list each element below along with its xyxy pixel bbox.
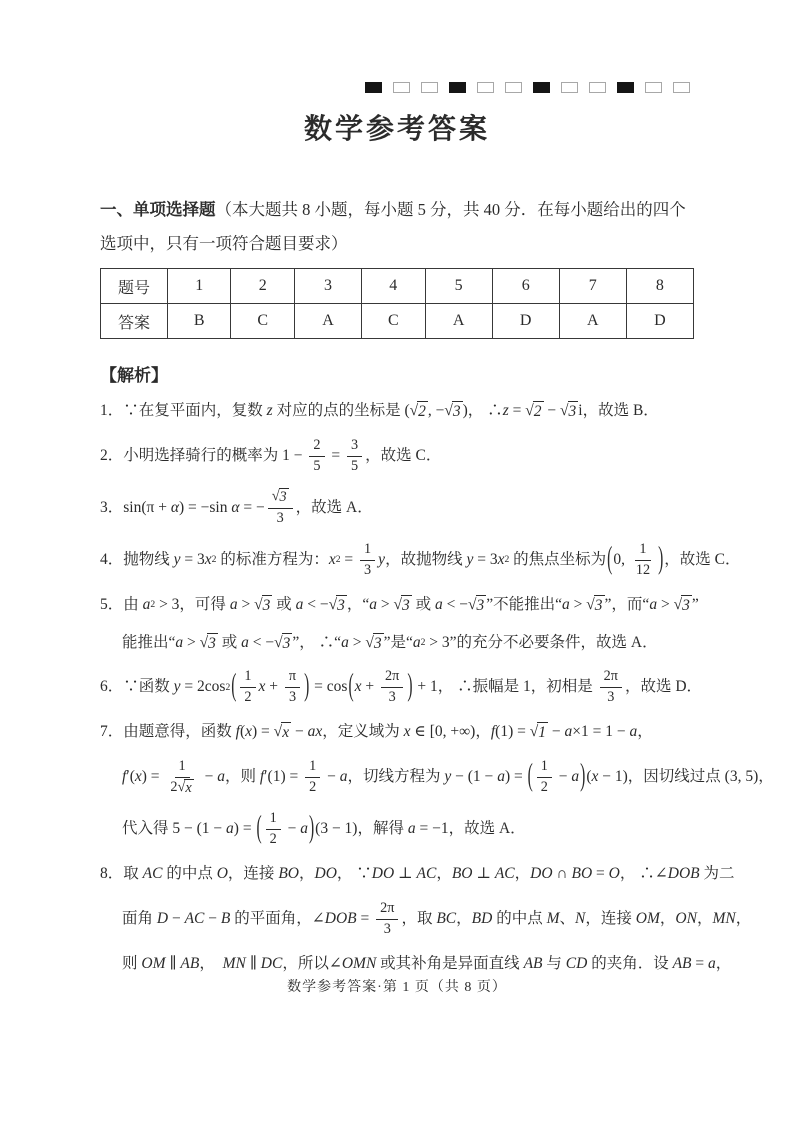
- big-parentheses: ( $\frac{1}{2}$ − a ): [256, 810, 315, 848]
- question-number: 6: [492, 269, 559, 304]
- answer-cell: A: [425, 304, 492, 339]
- answer-cell: C: [231, 304, 294, 339]
- text-run: ，: [637, 723, 653, 741]
- math-variable: DO: [530, 865, 553, 883]
- text-run: 6．∵函数: [100, 678, 174, 696]
- text-run: 则: [122, 954, 142, 972]
- text-run: )， ∴: [462, 402, 503, 419]
- text-run: −: [204, 909, 221, 927]
- analysis-item-7: [100, 720, 774, 849]
- fraction: $\frac{1}{3}$: [360, 541, 375, 580]
- text-run: ，切线方程为: [347, 768, 445, 786]
- math-variable: a: [708, 954, 716, 972]
- analysis-line: [100, 757, 774, 798]
- text-run: = −: [239, 498, 265, 516]
- text-run: ) =: [252, 723, 274, 741]
- text-run: ，故抛物线: [385, 551, 467, 569]
- text-run: ，故选 C．: [664, 551, 741, 569]
- registration-marks: [100, 82, 690, 93]
- math-variable: a: [564, 723, 573, 741]
- fraction: $\frac{1}{12}$: [635, 541, 651, 578]
- analysis-heading: 【解析】: [100, 366, 168, 385]
- sqrt-expression: √ 3: [673, 595, 690, 614]
- text-run: 面角: [122, 909, 157, 927]
- text-run: ，: [298, 865, 315, 883]
- text-run: ”不能推出“: [486, 595, 563, 613]
- text-run: 的夹角．设: [587, 954, 673, 972]
- decor-square-filled: [533, 82, 550, 93]
- text-run: ，: [735, 909, 752, 927]
- math-variable: O: [608, 865, 620, 883]
- text-run: ′(: [126, 768, 135, 786]
- text-run: ，所以∠: [282, 954, 342, 972]
- question-number: 7: [559, 269, 626, 304]
- decor-square-empty: [393, 82, 410, 93]
- text-run: − (1 −: [451, 768, 498, 786]
- question-number: 5: [425, 269, 492, 304]
- text-run: =: [691, 954, 709, 972]
- math-variable: y: [173, 551, 181, 569]
- text-run: −: [543, 402, 560, 419]
- math-variable: f: [122, 768, 127, 786]
- analysis-line: [100, 952, 732, 977]
- math-variable: N: [575, 909, 586, 927]
- math-variable: AC: [494, 865, 515, 883]
- text-run: −: [200, 768, 218, 786]
- analysis-line: 能推出“ a > √ 3 或 a < − √ 3 ”， ∴“ a > √ 3 ”是“ a 2 > 3”的充分不必要条件，故选 A．: [100, 631, 694, 656]
- sqrt-expression: √ 3: [365, 633, 382, 652]
- text-run: ，故选 A．: [295, 498, 373, 516]
- math-variable: z: [266, 402, 273, 419]
- text-run: −: [168, 909, 185, 927]
- math-variable: OM: [141, 954, 166, 972]
- page-footer: 数学参考答案·第 1 页（共 8 页）: [287, 980, 507, 995]
- text-run: −: [554, 768, 572, 786]
- text-run: ∥: [165, 954, 181, 972]
- fraction: $\frac{1}{2}$: [266, 810, 281, 849]
- text-run: −: [548, 723, 565, 741]
- math-variable: a: [300, 820, 308, 838]
- text-run: 7．由题意得，函数: [100, 723, 236, 741]
- text-run: ， ∴∠: [619, 865, 668, 883]
- text-run: ”是“: [383, 633, 413, 651]
- decor-square-empty: [589, 82, 606, 93]
- math-variable: CD: [565, 954, 588, 972]
- fraction: $\frac{2\pi}{3}$: [376, 900, 398, 939]
- answer-cell: C: [362, 304, 425, 339]
- analysis-line: 4．抛物线 y = 3 x 2 的标准方程为： x 2 = $\frac{1}{3}$ y ，故抛物线 y = 3 x 2 的焦点坐标为 ( 0, $\frac{1}{12}$ ) ，故选 C．: [100, 541, 741, 578]
- math-variable: x: [354, 678, 362, 696]
- analysis-line: [100, 862, 735, 887]
- fraction: √ 3 3: [268, 488, 293, 528]
- math-variable: a: [369, 595, 377, 613]
- math-variable: ax: [307, 723, 323, 741]
- text-run: ′(1) =: [264, 768, 303, 786]
- math-variable: DC: [260, 954, 283, 972]
- text-run: 或: [272, 595, 296, 613]
- math-variable: ON: [675, 909, 697, 927]
- text-run: 能推出“: [122, 633, 176, 651]
- text-run: 3．sin(π +: [100, 498, 171, 516]
- sqrt-expression: √ 3: [468, 595, 485, 614]
- analysis-item-5: [100, 593, 699, 656]
- text-run: ”， ∴“: [292, 633, 342, 651]
- text-run: ，: [436, 865, 452, 883]
- text-run: 1．∵在复平面内，复数: [100, 402, 267, 419]
- sqrt-expression: √ x: [177, 778, 192, 796]
- fraction: $\frac{3}{5}$: [347, 437, 362, 476]
- fraction: 1 2 √ x: [170, 757, 192, 796]
- fraction: $\frac{1}{2}$: [537, 758, 552, 797]
- fraction: $\frac{\pi}{3}$: [285, 668, 300, 707]
- math-variable: DOB: [324, 909, 357, 927]
- text-run: ，取: [401, 909, 437, 927]
- text-run: 0,: [613, 551, 629, 569]
- math-variable: a: [226, 820, 234, 838]
- math-variable: a: [571, 768, 580, 786]
- math-variable: DO: [314, 865, 337, 883]
- math-variable: x: [134, 768, 142, 786]
- analysis-item-6: [100, 668, 703, 707]
- math-variable: AC: [184, 909, 205, 927]
- math-variable: x: [403, 723, 411, 741]
- math-variable: B: [220, 909, 231, 927]
- text-run: −: [283, 820, 301, 838]
- big-parentheses: ( 0, $\frac{1}{12}$ ): [607, 541, 664, 578]
- math-variable: a: [412, 633, 421, 651]
- math-variable: f: [490, 723, 496, 741]
- analysis-item-4: [100, 541, 741, 580]
- text-run: 、: [559, 909, 576, 927]
- text-run: ) = −sin: [178, 498, 232, 516]
- math-variable: a: [339, 768, 348, 786]
- answer-cell: B: [168, 304, 231, 339]
- math-variable: a: [407, 820, 416, 838]
- text-run: ，故选 C．: [365, 446, 442, 464]
- math-variable: a: [229, 595, 238, 613]
- answer-cell: D: [492, 304, 559, 339]
- math-variable: α: [170, 498, 179, 516]
- fraction: $\frac{2\pi}{3}$: [381, 668, 403, 707]
- math-variable: BO: [571, 865, 593, 883]
- decor-square-empty: [561, 82, 578, 93]
- sqrt-expression: √ 3: [254, 595, 271, 614]
- text-run: 的中点: [162, 865, 217, 883]
- math-variable: a: [497, 768, 505, 786]
- text-run: ) =: [504, 768, 527, 786]
- text-run: = cos: [310, 678, 348, 696]
- text-run: 2．小明选择骑行的概率为 1 −: [100, 446, 307, 464]
- text-run: >: [569, 595, 587, 613]
- math-variable: BD: [471, 909, 493, 927]
- text-run: >: [183, 633, 200, 651]
- text-run: 的焦点坐标为: [509, 551, 607, 569]
- text-run: = 3: [473, 551, 498, 569]
- analysis-line: [100, 720, 694, 745]
- answer-table-number-row: [101, 269, 694, 304]
- text-run: ∥: [245, 954, 261, 972]
- decor-square-empty: [505, 82, 522, 93]
- math-variable: x: [258, 678, 266, 696]
- text-run: 5．由: [100, 595, 143, 613]
- analysis-line: 5．由 a 2 > 3，可得 a > √ 3 或 a < − √ 3 ，“ a > √ 3 或 a < − √ 3 ”不能推出“ a > √ 3 ”，而“ a > √ 3 ”: [100, 593, 694, 618]
- text-run: ，: [456, 909, 472, 927]
- text-run: > 3”的充分不必要条件，故选 A．: [425, 633, 658, 651]
- math-variable: MN: [222, 954, 246, 972]
- math-variable: OM: [635, 909, 660, 927]
- math-variable: BC: [436, 909, 457, 927]
- text-run: ，故选 D．: [624, 678, 703, 696]
- math-variable: a: [562, 595, 570, 613]
- analysis-item-3: [100, 488, 694, 528]
- analysis-line: [100, 437, 694, 476]
- math-variable: a: [649, 595, 658, 613]
- math-variable: a: [217, 768, 225, 786]
- sqrt-expression: √ 2: [525, 402, 542, 421]
- sqrt-expression: √ 3: [328, 595, 345, 614]
- text-run: = 2cos: [180, 678, 226, 696]
- text-run: ⊥: [394, 865, 417, 883]
- text-run: ，连接: [585, 909, 636, 927]
- text-run: ，: [514, 865, 531, 883]
- decor-square-filled: [449, 82, 466, 93]
- text-run: 或其补角是异面直线: [376, 954, 524, 972]
- text-run: ，定义域为: [322, 723, 404, 741]
- text-run: 4．抛物线: [100, 551, 174, 569]
- text-run: ) =: [141, 768, 164, 786]
- decor-square-filled: [617, 82, 634, 93]
- math-variable: a: [341, 633, 349, 651]
- text-run: ，“: [346, 595, 370, 613]
- text-run: = 3: [180, 551, 205, 569]
- math-variable: a: [435, 595, 443, 613]
- text-run: (1) =: [495, 723, 530, 741]
- text-run: −: [323, 768, 340, 786]
- text-run: −: [291, 723, 308, 741]
- text-run: 为二: [699, 865, 735, 883]
- text-run: ⊥: [472, 865, 495, 883]
- answer-cell: A: [294, 304, 361, 339]
- sqrt-expression: √ 3: [274, 633, 291, 652]
- math-variable: y: [378, 551, 386, 569]
- text-run: =: [340, 551, 358, 569]
- math-variable: D: [156, 909, 169, 927]
- text-run: ，: [199, 954, 223, 972]
- math-variable: MN: [712, 909, 736, 927]
- text-run: >: [657, 595, 674, 613]
- text-run: =: [592, 865, 609, 883]
- answer-table-answer-row: [101, 304, 694, 339]
- math-variable: AB: [672, 954, 692, 972]
- math-variable: DOB: [667, 865, 700, 883]
- math-variable: AC: [142, 865, 163, 883]
- analysis-items: [100, 399, 774, 976]
- text-run: ×1 = 1 −: [572, 723, 630, 741]
- text-run: =: [356, 909, 374, 927]
- math-variable: a: [241, 633, 249, 651]
- math-variable: DO: [371, 865, 395, 883]
- text-run: (: [586, 768, 592, 786]
- text-run: 或: [217, 633, 242, 651]
- question-number: 3: [294, 269, 361, 304]
- math-variable: x: [328, 551, 336, 569]
- decor-square-filled: [365, 82, 382, 93]
- math-variable: AC: [416, 865, 437, 883]
- text-run: ”: [691, 595, 699, 613]
- big-parentheses: ( x + $\frac{2\pi}{3}$ ): [348, 668, 413, 706]
- math-variable: z: [502, 402, 509, 419]
- sqrt-expression: √ 3: [560, 402, 577, 421]
- text-run: < −: [442, 595, 468, 613]
- sqrt-expression: √ 3: [271, 488, 287, 506]
- text-run: 的平面角，∠: [230, 909, 325, 927]
- sqrt-expression: √ 1: [529, 723, 546, 742]
- sqrt-expression: √ 3: [444, 402, 461, 421]
- analysis-line: 6．∵函数 y = 2cos 2 ( $\frac{1}{2}$ x + $\frac{\pi}{3}$ ) = cos ( x + $\frac{2\pi}{3}$ ) + 1， ∴振幅是 1，初相是 $\frac{2\pi}{3}$ ，故选 D．: [100, 668, 703, 706]
- question-number: 8: [626, 269, 693, 304]
- math-variable: a: [629, 723, 638, 741]
- answer-table-header-label: 题号: [101, 269, 168, 304]
- analysis-item-2: [100, 437, 694, 476]
- text-run: ，则: [224, 768, 260, 786]
- math-variable: a: [142, 595, 151, 613]
- math-variable: y: [444, 768, 452, 786]
- analysis-item-1: [100, 399, 694, 424]
- sqrt-expression: √ 3: [199, 633, 216, 652]
- math-variable: y: [466, 551, 474, 569]
- big-parentheses: ( $\frac{1}{2}$ x + $\frac{\pi}{3}$ ): [231, 668, 310, 706]
- math-variable: x: [245, 723, 253, 741]
- math-variable: BO: [451, 865, 473, 883]
- decor-square-empty: [477, 82, 494, 93]
- section-heading: [100, 193, 694, 260]
- text-run: = −1，故选 A．: [415, 820, 526, 838]
- answer-cell: D: [626, 304, 693, 339]
- fraction: $\frac{1}{2}$: [240, 668, 255, 707]
- text-run: =: [508, 402, 526, 419]
- math-variable: BO: [278, 865, 299, 883]
- text-run: 的标准方程为：: [216, 551, 329, 569]
- text-run: 与: [542, 954, 566, 972]
- section-heading-rest: （本大题共 8 小题，每小题 5 分，共 40 分．在每小题给出的四个选项中，只有一项符合题目要求）: [100, 200, 686, 253]
- question-number: 2: [231, 269, 294, 304]
- answer-table-answer-label: 答案: [101, 304, 168, 339]
- text-run: 对应的点的坐标是 (: [272, 402, 410, 419]
- fraction: $\frac{1}{2}$: [305, 758, 320, 797]
- decor-square-empty: [673, 82, 690, 93]
- text-run: ∈ [0, +∞)，: [410, 723, 491, 741]
- sqrt-expression: √ 3: [393, 595, 410, 614]
- decor-square-empty: [645, 82, 662, 93]
- text-run: >: [376, 595, 394, 613]
- text-run: ∩: [552, 865, 572, 883]
- analysis-line: [100, 399, 694, 424]
- text-run: 的中点: [492, 909, 547, 927]
- sqrt-expression: √ 2: [409, 402, 426, 421]
- fraction: $\frac{2\pi}{3}$: [600, 668, 622, 707]
- math-variable: a: [175, 633, 184, 651]
- text-run: < −: [303, 595, 329, 613]
- decor-square-empty: [421, 82, 438, 93]
- text-run: +: [361, 678, 379, 696]
- math-variable: O: [216, 865, 228, 883]
- page-title: 数学参考答案: [303, 114, 490, 145]
- text-run: < −: [248, 633, 275, 651]
- question-number: 4: [362, 269, 425, 304]
- analysis-line: [100, 488, 694, 528]
- text-run: + 1， ∴振幅是 1，初相是: [413, 678, 597, 696]
- text-run: >: [348, 633, 366, 651]
- text-run: ，: [715, 954, 732, 972]
- text-run: (3 − 1)，解得: [315, 820, 408, 838]
- math-variable: x: [591, 768, 599, 786]
- analysis-line: [100, 810, 694, 849]
- analysis-line: [100, 899, 752, 939]
- big-parentheses: ( $\frac{1}{2}$ − a ): [527, 758, 586, 796]
- text-run: > 3，可得: [155, 595, 230, 613]
- math-variable: M: [546, 909, 560, 927]
- text-run: − 1)，因切线过点 (3, 5)，: [598, 768, 774, 786]
- text-run: 2: [170, 778, 178, 795]
- text-run: +: [265, 678, 282, 696]
- text-run: ”，而“: [604, 595, 650, 613]
- text-run: , −: [427, 402, 445, 419]
- text-run: ， ∵: [336, 865, 372, 883]
- text-run: ，: [659, 909, 676, 927]
- text-run: 或: [411, 595, 436, 613]
- text-run: >: [237, 595, 255, 613]
- math-variable: AB: [523, 954, 543, 972]
- text-run: 代入得 5 − (1 −: [122, 820, 227, 838]
- math-variable: a: [295, 595, 304, 613]
- text-run: =: [327, 446, 344, 464]
- text-run: ，连接: [227, 865, 279, 883]
- text-run: 8．取: [100, 865, 143, 883]
- analysis-item-8: [100, 862, 752, 976]
- text-run: ，: [696, 909, 713, 927]
- math-variable: α: [231, 498, 240, 516]
- answer-table: [100, 268, 694, 339]
- math-variable: AB: [180, 954, 200, 972]
- math-variable: OMN: [341, 954, 377, 972]
- text-run: i，故选 B．: [578, 402, 659, 419]
- text-run: (: [239, 723, 246, 741]
- text-run: ) =: [233, 820, 256, 838]
- answer-cell: A: [559, 304, 626, 339]
- fraction: $\frac{2}{5}$: [309, 437, 324, 476]
- section-heading-bold: 一、单项选择题: [100, 201, 216, 219]
- math-variable: x: [497, 551, 505, 569]
- math-variable: x: [204, 551, 212, 569]
- math-variable: y: [173, 678, 181, 696]
- question-number: 1: [168, 269, 231, 304]
- sqrt-expression: √ 3: [586, 595, 603, 614]
- math-variable: f: [235, 723, 240, 741]
- math-variable: f: [259, 768, 265, 786]
- sqrt-expression: √ x: [273, 723, 290, 742]
